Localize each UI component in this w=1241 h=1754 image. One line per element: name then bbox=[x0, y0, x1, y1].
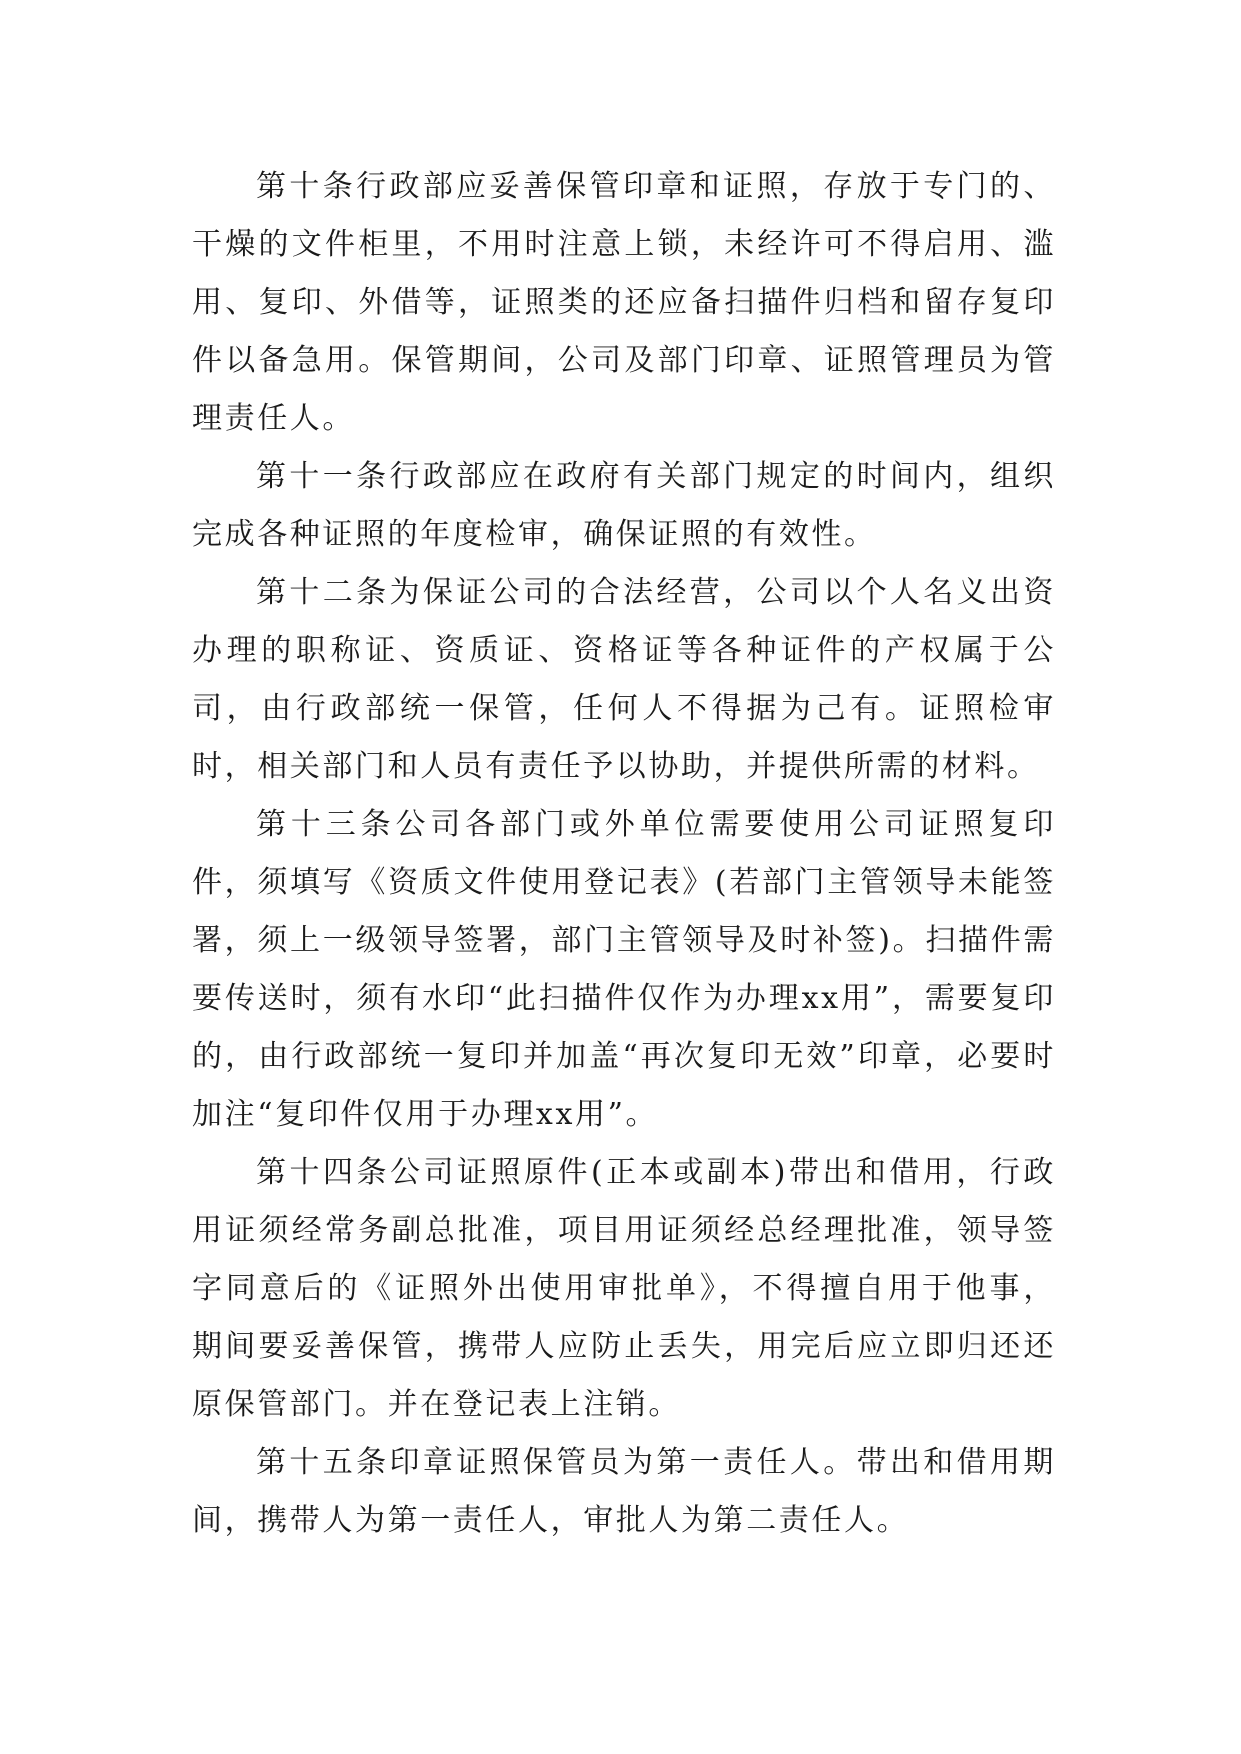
document-body bbox=[192, 158, 1056, 1550]
article-15-paragraph: 第十五条印章证照保管员为第一责任人。带出和借用期间，携带人为第一责任人，审批人为第二责任人。 bbox=[192, 1445, 1056, 1538]
article-13-paragraph: 第十三条公司各部门或外单位需要使用公司证照复印件，须填写《资质文件使用登记表》(若部门主管领导未能签署，须上一级领导签署，部门主管领导及时补签)。扫描件需要传送时，须有水印“此扫描件仅作为办理xx用”，需要复印的，由行政部统一复印并加盖“再次复印无效”印章，必要时加注“复印件仅用于办理xx用”。 bbox=[192, 807, 1056, 1132]
article-10-paragraph: 第十条行政部应妥善保管印章和证照，存放于专门的、干燥的文件柜里，不用时注意上锁，未经许可不得启用、滥用、复印、外借等，证照类的还应备扫描件归档和留存复印件以备急用。保管期间，公司及部门印章、证照管理员为管理责任人。 bbox=[192, 169, 1056, 436]
article-11-paragraph: 第十一条行政部应在政府有关部门规定的时间内，组织完成各种证照的年度检审，确保证照的有效性。 bbox=[192, 459, 1056, 552]
article-14-paragraph: 第十四条公司证照原件(正本或副本)带出和借用，行政用证须经常务副总批准，项目用证须经总经理批准，领导签字同意后的《证照外出使用审批单》，不得擅自用于他事，期间要妥善保管，携带人应防止丢失，用完后应立即归还还原保管部门。并在登记表上注销。 bbox=[192, 1155, 1056, 1422]
article-12-paragraph: 第十二条为保证公司的合法经营，公司以个人名义出资办理的职称证、资质证、资格证等各种证件的产权属于公司，由行政部统一保管，任何人不得据为己有。证照检审时，相关部门和人员有责任予以协助，并提供所需的材料。 bbox=[192, 575, 1056, 784]
